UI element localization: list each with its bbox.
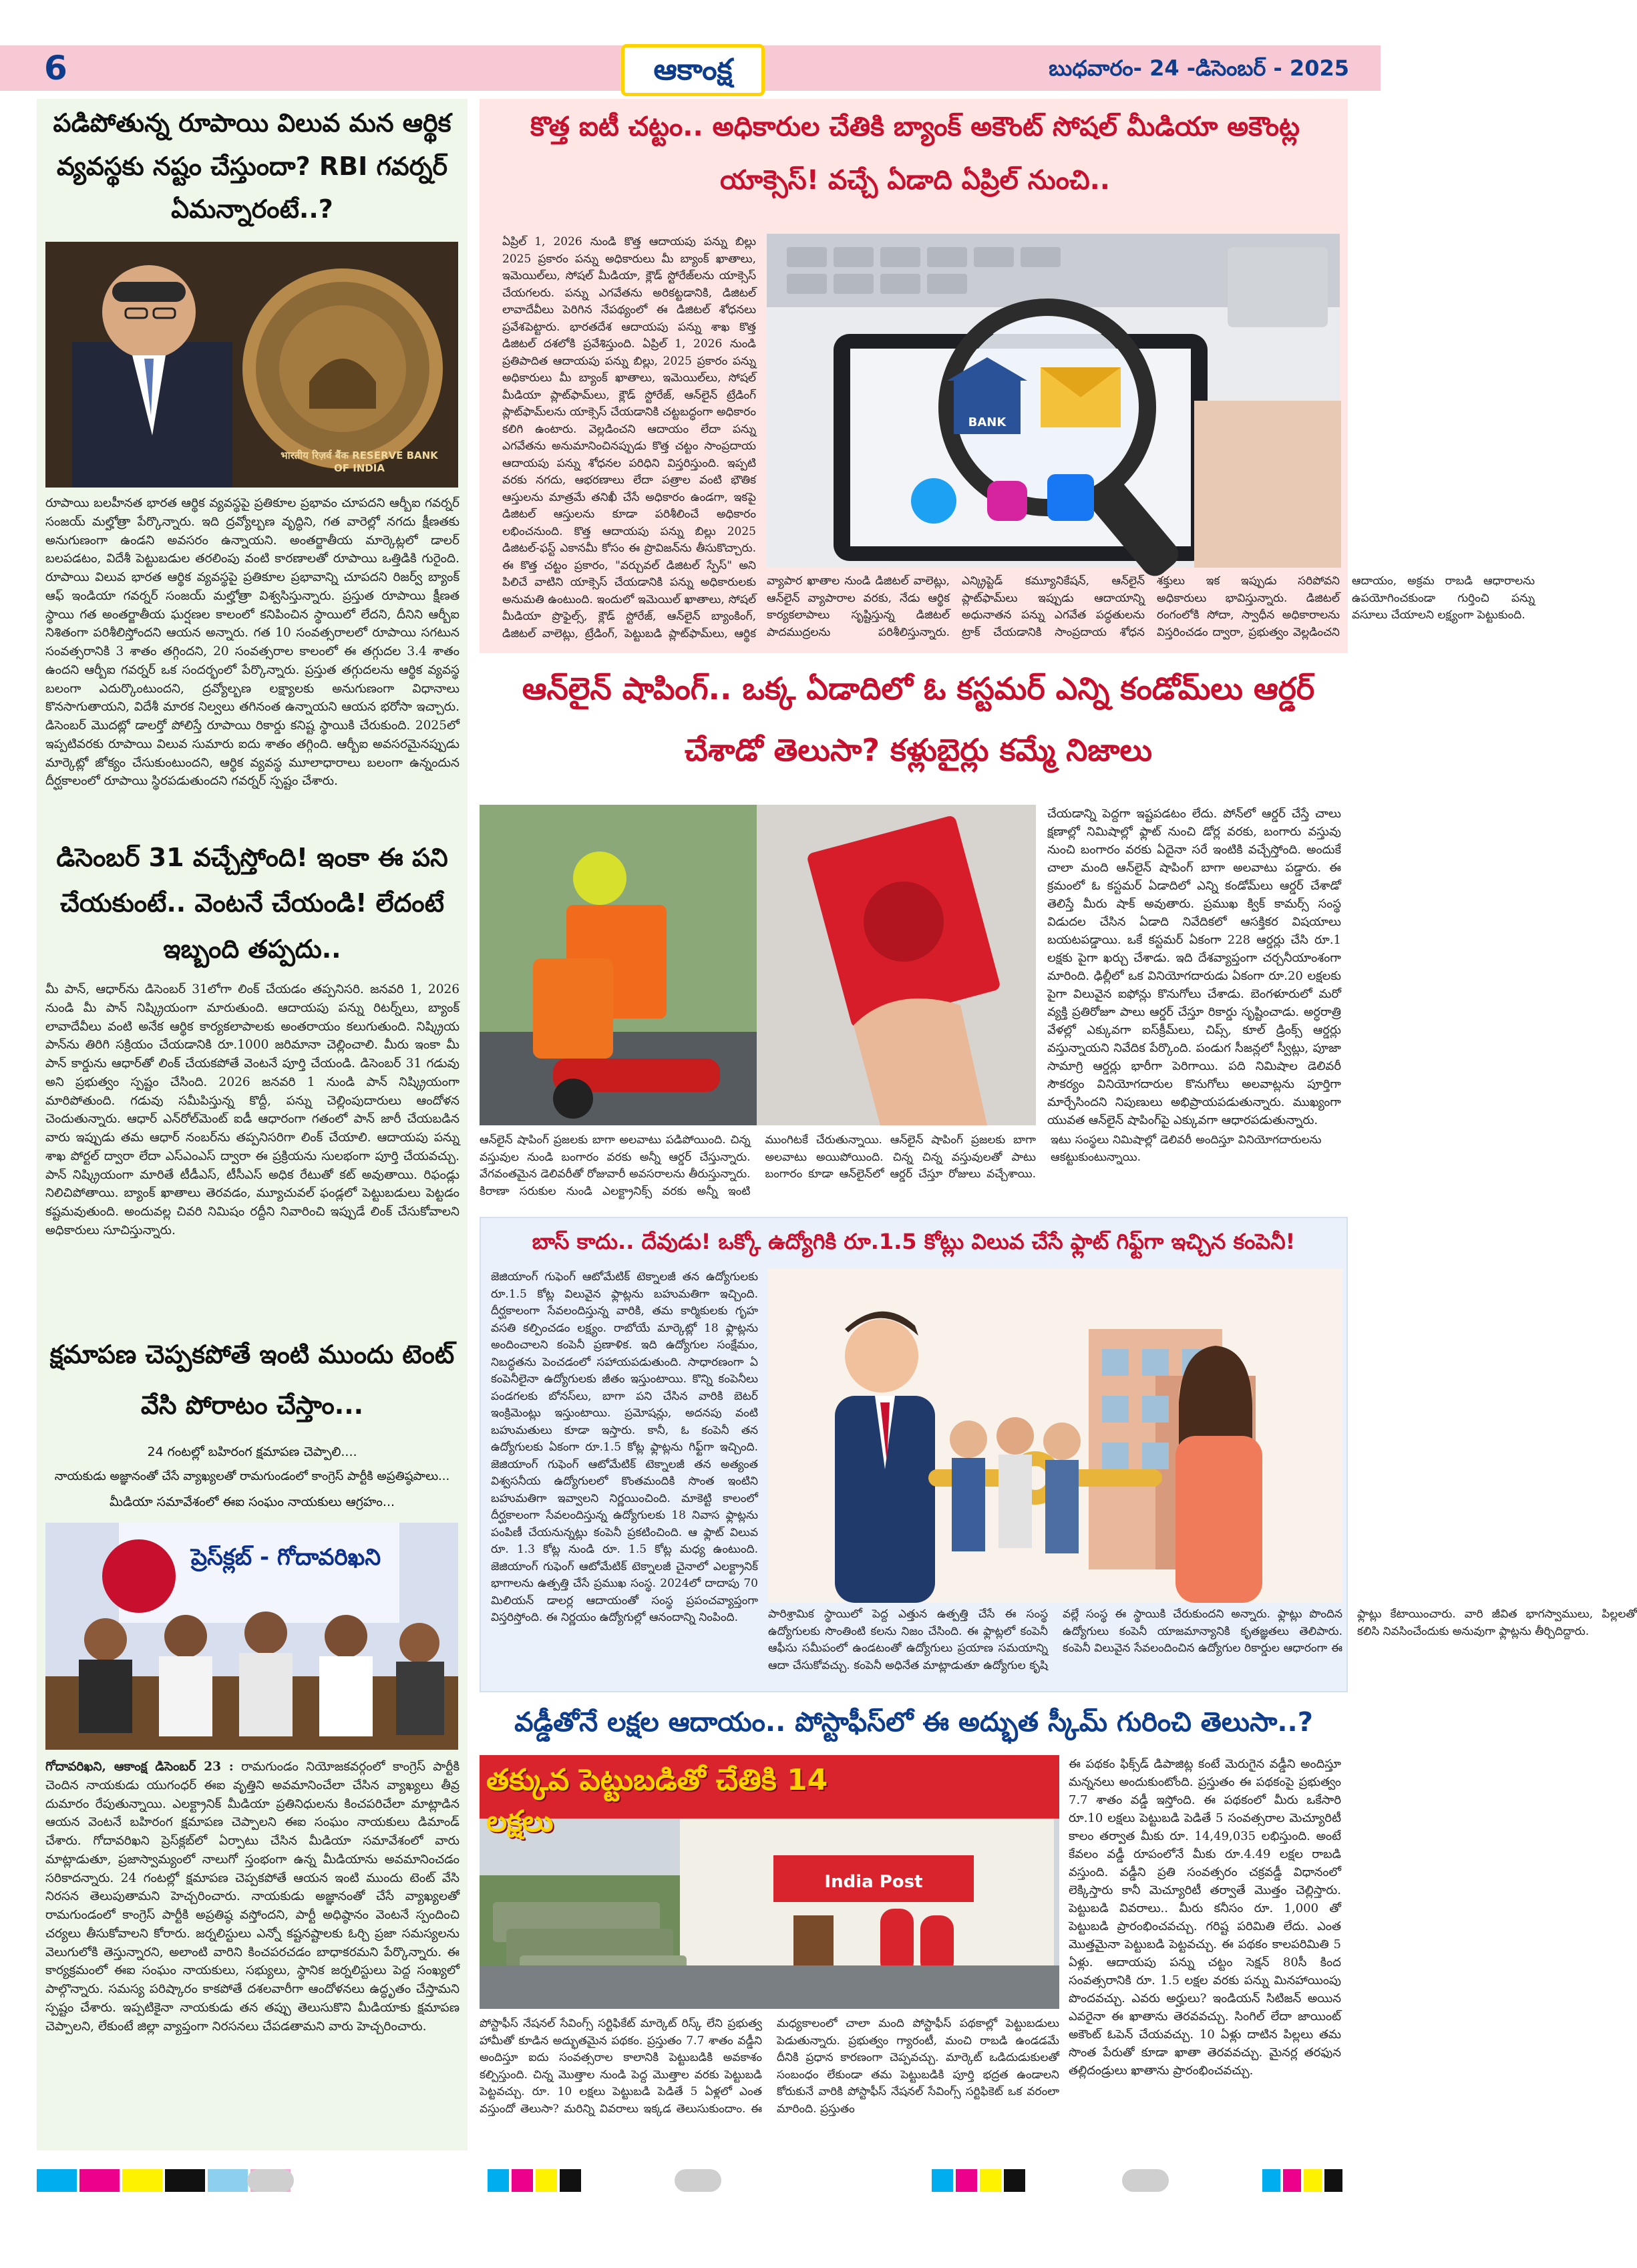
page-number: 6 — [44, 49, 67, 87]
registration-pill-3 — [1122, 2169, 1169, 2192]
magnifier-tablet-illustration — [767, 234, 1340, 568]
rupee-headline: పడిపోతున్న రూపాయి విలువ మన ఆర్థిక వ్యవస్థకు నష్టం చేస్తుందా? RBI గవర్నర్ ఏమన్నారంటే..? — [53, 108, 451, 224]
india-post-photo — [480, 1755, 1059, 2009]
color-registration-right — [932, 2169, 1025, 2192]
masthead-title: ఆకాంక్ష — [653, 53, 733, 87]
condom-body-right: చేయడాన్ని పెద్దగా ఇష్టపడటం లేదు. పోన్‌లో ఆర్డర్ చేస్తే చాలు క్షణాల్లో నిమిషాల్లో ఫ్లాట్ నుంచి డోర్ల వరకు, బంగారు వస్తువు నుంచి బంగారం వరకు ఏదైనా సరే ఇంటికి వచ్చేస్తోంది. అందుకే చాలా మంది ఆన్‌లైన్ షాపింగ్ బాగా అలవాటు పడ్డారు. ఈ క్రమంలో ఓ కస్టమర్ ఏడాదిలో ఎన్ని కండోమ్‌లు ఆర్డర్ చేశాడో తెలిస్తే మీరు షాక్ అవుతారు. ప్రముఖ క్విక్ కామర్స్ సంస్థ విడుదల చేసిన ఏడాది నివేదికలో ఆసక్తికర విషయాలు బయటపడ్డాయి. ఒకే కస్టమర్ ఏకంగా 228 ఆర్డర్లు చేసి రూ.1 లక్షకు పైగా ఖర్చు చేశాడు. ఇది దేశవ్యాప్తంగా చర్చనీయాంశంగా మారింది. ఢిల్లీలో ఒక వినియోగదారుడు ఏకంగా రూ.20 లక్షలకు పైగా విలువైన ఐఫోన్లు కొనుగోలు చేశాడు. బెంగళూరులో మరో వ్యక్తి ప్రతిరోజూ పాలు ఆర్డర్ చేస్తూ రికార్డు సృష్టించాడు. అర్ధరాత్రి వేళల్లో ఎక్కువగా ఐస్‌క్రీమ్‌లు, చిప్స్, కూల్ డ్రింక్స్ ఆర్డర్లు వస్తున్నాయని నివేదిక పేర్కొంది. పండుగ సీజన్లలో స్వీట్లు, పూజా సామాగ్రి ఆర్డర్లు భారీగా పెరిగాయి. పది నిమిషాల డెలివరీ సౌకర్యం వినియోగదారుల కొనుగోలు అలవాట్లను పూర్తిగా మార్చేసిందని నిపుణులు అభిప్రాయపడుతున్నారు. ముఖ్యంగా యువత ఆన్‌లైన్ షాపింగ్‌పై ఎక్కువగా ఆధారపడుతున్నారు. — [1047, 807, 1341, 1127]
it-act-headline: కొత్త ఐటీ చట్టం.. అధికారుల చేతికి బ్యాంక్ అకౌంట్ సోషల్ మీడియా అకౌంట్ల యాక్సెస్! వచ్చే ఏడాది ఏప్రిల్ నుంచి.. — [530, 112, 1300, 196]
post-office-body-bottom: పోస్టాఫీస్ నేషనల్ సేవింగ్స్ సర్టిఫికేట్ మార్కెట్ రిస్క్ లేని ప్రభుత్వ హామీతో కూడిన అద్భుతమైన పథకం. ప్రస్తుతం 7.7 శాతం వడ్డీని అందిస్తూ ఐదు సంవత్సరాల కాలానికి పెట్టుబడికి అవకాశం కల్పిస్తుంది. చిన్న మొత్తాల నుండి పెద్ద మొత్తాల వరకు పెట్టుబడి పెట్టవచ్చు. రూ. 10 లక్షలు పెట్టుబడి పెడితే 5 ఏళ్లలో ఎంత వస్తుందో తెలుసా? మరిన్ని వివరాలు ఇక్కడ తెలుసుకుందాం. ఈ మధ్యకాలంలో చాలా మంది పోస్టాఫీస్ పథకాల్లో పెట్టుబడులు పెడుతున్నారు. ప్రభుత్వం గ్యారంటీ, మంచి రాబడి ఉండడమే దీనికి ప్రధాన కారణంగా చెప్పవచ్చు. మార్కెట్ ఒడిదుడుకులతో సంబంధం లేకుండా తమ పెట్టుబడికి పూర్తి భద్రత ఉండాలని కోరుకునే వారికి పోస్టాఫీస్ నేషనల్ సేవింగ్స్ సర్టిఫికెట్ ఒక వరంలా మారింది. ప్రస్తుతం — [480, 2017, 1059, 2116]
india-post-label: India Post — [824, 1872, 923, 1892]
tent-subhead-1: 24 గంటల్లో బహిరంగ క్షమాపణ చెప్పాలి.... — [147, 1445, 357, 1459]
deadline-body: మీ పాన్, ఆధార్‌ను డిసెంబర్ 31లోగా లింక్ చేయడం తప్పనిసరి. జనవరి 1, 2026 నుండి మీ పాన్ నిష్క్రియంగా మారుతుంది. ఆదాయపు పన్ను రిటర్న్‌లు, బ్యాంక్ లావాదేవీలు వంటి అనేక ఆర్థిక కార్యకలాపాలకు అంతరాయం కలుగుతుంది. నిష్క్రియ పాన్‌ను తిరిగి సక్రియం చేయడానికి రూ.1000 జరిమానా చెల్లించాలి. మీరు ఇంకా మీ పాన్ కార్డును ఆధార్‌తో లింక్ చేయకపోతే వెంటనే పూర్తి చేయండి. డిసెంబర్ 31 గడువు అని ప్రభుత్వం స్పష్టం చేసింది. 2026 జనవరి 1 నుండి పాన్ నిష్క్రియంగా మారిపోతుంది. గడువు సమీపిస్తున్న కొద్దీ, పన్ను చెల్లింపుదారులు ఆందోళన చెందుతున్నారు. ఆధార్ ఎన్‌రోల్‌మెంట్ ఐడీ ఆధారంగా గతంలో పాన్ జారీ చేయబడిన వారు ఇప్పుడు తమ ఆధార్ నంబర్‌ను తప్పనిసరిగా లింక్ చేయాలి. ఆదాయపు పన్ను శాఖ పోర్టల్ ద్వారా లేదా ఎస్ఎంఎస్ ద్వారా ఈ ప్రక్రియను సులభంగా పూర్తి చేయవచ్చు. పాన్ నిష్క్రియంగా మారితే టీడీఎస్, టీసీఎస్ అధిక రేటుతో కట్ అవుతాయి. రిఫండ్లు నిలిచిపోతాయి. బ్యాంక్ ఖాతాలు తెరవడం, మ్యూచువల్ ఫండ్లలో పెట్టుబడులు పెట్టడం కష్టమవుతుంది. అందువల్ల చివరి నిమిషం రద్దీని నివారించి ఇప్పుడే లింక్ చేసుకోవాలని అధికారులు సూచిస్తున్నారు. — [45, 982, 460, 1238]
rbi-governor-photo — [45, 242, 458, 488]
tent-dateline: గోదావరిఖని, ఆకాంక్ష డిసెంబర్ 23 : — [45, 1760, 234, 1774]
post-office-body-right: ఈ పథకం ఫిక్స్‌డ్ డిపాజిట్ల కంటే మెరుగైన వడ్డీని అందిస్తూ మన్ననలు అందుకుంటోంది. ప్రస్తుతం ఈ పథకంపై ప్రభుత్వం 7.7 శాతం వడ్డీ ఇస్తోంది. ఈ పథకంలో మీరు ఒకేసారి రూ.10 లక్షలు పెట్టుబడి పెడితే 5 సంవత్సరాల మెచ్యూరిటీ కాలం తర్వాత మీకు రూ. 14,49,035 లభిస్తుంది. అంటే కేవలం వడ్డీ రూపంలోనే మీకు రూ.4.49 లక్షల రాబడి వస్తుంది. వడ్డీని ప్రతి సంవత్సరం చక్రవడ్డీ విధానంలో లెక్కిస్తారు కానీ మెచ్యూరిటీ తర్వాతే మొత్తం చెల్లిస్తారు. పెట్టుబడి వివరాలు.. మీరు కనీసం రూ. 1,000 తో పెట్టుబడి ప్రారంభించవచ్చు. గరిష్ట పరిమితి లేదు. ఎంత మొత్తమైనా పెట్టుబడి పెట్టవచ్చు. ఈ పథకం కాలపరిమితి 5 ఏళ్లు. ఆదాయపు పన్ను చట్టం సెక్షన్ 80సీ కింద సంవత్సరానికి రూ. 1.5 లక్షల వరకు పన్ను మినహాయింపు పొందవచ్చు. ఎవరు అర్హులు? ఇండియన్ సిటిజన్ అయిన ఎవరైనా ఈ ఖాతాను తెరవవచ్చు. సింగిల్ లేదా జాయింట్ అకౌంట్ ఓపెన్ చేయవచ్చు. 10 ఏళ్లు దాటిన పిల్లలు తమ సొంత పేరుతో కూడా ఖాతా తెరవవచ్చు. మైనర్ల తరఫున తల్లిదండ్రులు ఖాతాను ప్రారంభించవచ్చు. — [1069, 1757, 1341, 2078]
registration-pill-1 — [247, 2169, 294, 2192]
tent-subhead-3: మీడియా సమావేశంలో ఈఐ సంఘం నాయకులు ఆగ్రహం... — [109, 1495, 395, 1509]
color-registration-far-right — [1262, 2169, 1342, 2192]
post-office-image-caption: తక్కువ పెట్టుబడితో చేతికి 14 లక్షలు — [486, 1763, 828, 1839]
registration-pill-2 — [675, 2169, 721, 2192]
flat-handover-photo — [768, 1269, 1342, 1603]
it-act-body-left: ఏప్రిల్ 1, 2026 నుండి కొత్త ఆదాయపు పన్ను బిల్లు 2025 ప్రకారం పన్ను అధికారులు మీ బ్యాంక్ ఖాతాలు, ఇమెయిల్‌లు, సోషల్ మీడియా, క్లౌడ్ స్టోరేజ్‌లను యాక్సెస్ చేయగలరు. పన్ను ఎగవేతను అరికట్టడానికి, డిజిటల్ లావాదేవీలు పెరిగిన నేపథ్యంలో ఈ డిజిటల్ శోధనలు ప్రవేశపెట్టారు. భారతదేశ ఆదాయపు పన్ను శాఖ కొత్త డిజిటల్ దశలోకి ప్రవేశిస్తుంది. ఏప్రిల్ 1, 2026 నుండి ప్రతిపాదిత ఆదాయపు పన్ను బిల్లు, 2025 ప్రకారం పన్ను అధికారులు మీ బ్యాంక్ ఖాతాలు, ఇమెయిల్‌లు, సోషల్ మీడియా ప్లాట్‌ఫామ్‌లు, క్లౌడ్ స్టోరేజ్, ఆన్‌లైన్ ట్రేడింగ్ ప్లాట్‌ఫామ్‌లను యాక్సెస్ చేయడానికి చట్టబద్ధంగా అధికారం కలిగి ఉంటారు. వెల్లడించని ఆదాయం లేదా పన్ను ఎగవేతను అనుమానించినప్పుడు కొత్త చట్టం సాంప్రదాయ ఆదాయపు పన్ను శోధనల పరిధిని విస్తరిస్తుంది. ఇప్పటి వరకు నగదు, ఆభరణాలు లేదా పత్రాల వంటి భౌతిక ఆస్తులను మాత్రమే తనిఖీ చేసే అధికారం ఉండగా, ఇకపై డిజిటల్ ఆస్తులను కూడా పరిశీలించే అధికారం లభించనుంది. కొత్త ఆదాయపు పన్ను బిల్లు 2025 డిజిటల్-ఫస్ట్ ఎకానమీ కోసం ఈ ప్రొవిజన్‌ను తీసుకొచ్చారు. ఈ కొత్త చట్టం ప్రకారం, "వర్చువల్ డిజిటల్ స్పేస్" అని పిలిచే వాటిని యాక్సెస్ చేయడానికి పన్ను అధికారులకు అనుమతి ఉంటుంది. ఇందులో ఇమెయిల్ ఖాతాలు, సోషల్ మీడియా ప్రొఫైల్స్, క్లౌడ్ స్టోరేజ్, ఆన్‌లైన్ బ్యాంకింగ్, డిజిటల్ వాలెట్లు, ట్రేడింగ్, పెట్టుబడి ప్లాట్‌ఫామ్‌లు, ఆర్థిక — [502, 235, 756, 640]
key-handover-illustration — [768, 1269, 1342, 1603]
delivery-condom-illustration — [480, 805, 1036, 1125]
press-club-banner: ప్రెస్‌క్లబ్ - గోదావరిఖని — [190, 1544, 381, 1571]
post-office-headline: వడ్డీతోనే లక్షల ఆదాయం.. పోస్టాఫీస్‌లో ఈ అద్భుత స్కీమ్ గురించి తెలుసా..? — [514, 1707, 1313, 1738]
it-act-photo — [767, 234, 1340, 568]
tent-headline: క్షమాపణ చెప్పకపోతే ఇంటి ముందు టెంట్ వేసి పోరాటం చేస్తాం... — [49, 1340, 455, 1420]
color-registration-center — [488, 2169, 581, 2192]
condom-headline: ఆన్‌లైన్ షాపింగ్.. ఒక్క ఏడాదిలో ఓ కస్టమర్ ఎన్ని కండోమ్‌లు ఆర్డర్ చేశాడో తెలుసా? కళ్లుబైర్లు కమ్మే నిజాలు — [522, 671, 1315, 768]
flat-headline: బాస్ కాదు.. దేవుడు! ఒక్కో ఉద్యోగికి రూ.1.5 కోట్లు విలువ చేసే ఫ్లాట్ గిఫ్ట్‌గా ఇచ్చిన కంపెనీ! — [532, 1229, 1296, 1254]
tent-body-text: రామగుండం నియోజకవర్గంలో కాంగ్రెస్ పార్టీకి చెందిన నాయకుడు యుగంధర్ ఈఐ వృత్తిని అవమానించేలా చేసిన వ్యాఖ్యలు తీవ్ర దుమారం రేపుతున్నాయి. ఎలక్ట్రానిక్ మీడియా ప్రతినిధులను కించపరిచేలా మాట్లాడిన ఆయన వెంటనే బహిరంగ క్షమాపణ చెప్పాలని ఈఐ సంఘం నాయకులు డిమాండ్ చేశారు. గోదావరిఖని ప్రెస్‌క్లబ్‌లో ఏర్పాటు చేసిన మీడియా సమావేశంలో వారు మాట్లాడుతూ, ప్రజాస్వామ్యంలో నాలుగో స్తంభంగా ఉన్న మీడియాను అవమానించడం సరికాదన్నారు. 24 గంటల్లో క్షమాపణ చెప్పకపోతే ఆయన ఇంటి ముందు టెంట్ వేసి నిరసన తెలుపుతామని హెచ్చరించారు. నాయకుడు అజ్ఞానంతో చేసే వ్యాఖ్యలతో రామగుండంలో కాంగ్రెస్ పార్టీకి అప్రతిష్ఠ వస్తోందని, పార్టీ అధిష్ఠానం వెంటనే స్పందించి చర్యలు తీసుకోవాలని కోరారు. జర్నలిస్టులు ఎన్నో కష్టనష్టాలకు ఓర్చి ప్రజా సమస్యలను వెలుగులోకి తెస్తున్నారని, అలాంటి వారిని కించపరచడం బాధాకరమని పేర్కొన్నారు. ఈ కార్యక్రమంలో ఈఐ సంఘం నాయకులు, సభ్యులు, స్థానిక జర్నలిస్టులు పెద్ద సంఖ్యలో పాల్గొన్నారు. సమస్య పరిష్కారం కాకపోతే దశలవారీగా ఆందోళనలు ఉద్ధృతం చేస్తామని స్పష్టం చేశారు. ఇప్పటికైనా నాయకుడు తన తప్పు తెలుసుకొని మీడియాకు క్షమాపణ చెప్పాలని, లేకుంటే జిల్లా వ్యాప్తంగా నిరసనలు చేపడతామని వారు హెచ్చరించారు. — [45, 1760, 460, 2034]
deadline-headline: డిసెంబర్ 31 వచ్చేస్తోంది! ఇంకా ఈ పని చేయకుంటే.. వెంటనే చేయండి! లేదంటే ఇబ్బంది తప్పదు.. — [56, 843, 448, 964]
tent-body — [45, 1758, 460, 2148]
flat-body-left: జెజియాంగ్ గుఫెంగ్ ఆటోమేటిక్ టెక్నాలజీ తన ఉద్యోగులకు రూ.1.5 కోట్ల విలువైన ఫ్లాట్లను బహుమతిగా ఇచ్చింది. దీర్ఘకాలంగా సేవలందిస్తున్న వారికి, తమ కార్మికులకు గృహ వసతి కల్పించడం లక్ష్యం. రాబోయే మార్కెట్లో 18 ఫ్లాట్లను అందించాలని కంపెనీ ప్రణాళిక. ఇది ఉద్యోగుల సంక్షేమం, నిబద్ధతను పెంచడంలో సహాయపడుతుంది. సాధారణంగా ఏ కంపెనీలైనా ఉద్యోగులకు జీతం ఇస్తుంటాయి. కొన్ని కంపెనీలు పండగలకు బోనస్‌లు, బాగా పని చేసిన వారికి బెటర్ ఇంక్రిమెంట్లు ఇస్తుంటాయి. ప్రమోషన్లు, అదనపు వంటి బహుమతులు కూడా ఇస్తారు. కానీ, ఓ కంపెనీ తన ఉద్యోగులకు ఏకంగా రూ.1.5 కోట్ల ఫ్లాట్లను గిఫ్ట్‌గా ఇచ్చింది. జెజియాంగ్ గుఫెంగ్ ఆటోమేటిక్ టెక్నాలజీ తన అత్యంత విశ్వసనీయ ఉద్యోగులలో కొంతమందికి సొంత ఇంటిని బహుమతిగా ఇవ్వాలని నిర్ణయించింది. మాకెట్టి కాలంలో దీర్ఘకాలంగా సేవలందిస్తున్న ఉద్యోగులకు 18 నివాస ఫ్లాట్లను పంపిణీ చేయనున్నట్లు కంపెనీ ప్రకటించింది. ఆ ఫ్లాట్ విలువ రూ. 1.3 కోట్ల నుండి రూ. 1.5 కోట్ల మధ్య ఉంటుంది. జెజియాంగ్ గుఫెంగ్ ఆటోమేటిక్ టెక్నాలజీ చైనాలో ఎలక్ట్రానిక్ భాగాలను ఉత్పత్తి చేసే ప్రముఖ సంస్థ. 2024లో దాదాపు 70 మిలియన్ డాలర్ల ఆదాయంతో సంస్థ ప్రపంచవ్యాప్తంగా విస్తరిస్తోంది. ఈ నిర్ణయం ఉద్యోగుల్లో ఆనందాన్ని నింపింది. — [491, 1270, 758, 1624]
it-act-body-bottom: వ్యాపార ఖాతాల నుండి డిజిటల్ వాలెట్లు, ఆన్‌లైన్ వ్యాపారాల వరకు, నేడు ఆర్థిక కార్యకలాపాలు సృష్టిస్తున్న డిజిటల్ పాదముద్రలను పరిశీలిస్తున్నారు. ఎన్క్రిప్టెడ్ కమ్యూనికేషన్, ఆన్‌లైన్ ప్లాట్‌ఫామ్‌లు ఇప్పుడు ఆదాయాన్ని అధునాతన పన్ను ఎగవేత పద్ధతులను ట్రాక్ చేయడానికి సాంప్రదాయ శోధన శక్తులు ఇక ఇప్పుడు సరిపోవని అధికారులు భావిస్తున్నారు. డిజిటల్ రంగంలోకి సోదా, స్వాధీన అధికారాలను విస్తరించడం ద్వారా, ప్రభుత్వం వెల్లడించని ఆదాయం, అక్రమ రాబడి ఆధారాలను ఉపయోగించకుండా గుర్తించి పన్ను వసూలు చేయాలని లక్ష్యంగా పెట్టుకుంది. — [767, 574, 1535, 639]
tent-subhead-2: నాయకుడు అజ్ఞానంతో చేసే వ్యాఖ్యలతో రామగుండంలో కాంగ్రెస్ పార్టీకి అప్రతిష్ఠపాలు... — [54, 1469, 450, 1483]
flat-body-bottom: పారిశ్రామిక స్థాయిలో పెద్ద ఎత్తున ఉత్పత్తి చేసే ఈ సంస్థ ఉద్యోగులకు సొంతింటి కలను నిజం చేసింది. ఈ ఫ్లాట్లలో కంపెనీ ఆఫీసు సమీపంలో ఉండటంతో ఉద్యోగులు ప్రయాణ సమయాన్ని ఆదా చేసుకోవచ్చు. కంపెనీ అధినేత మాట్లాడుతూ ఉద్యోగుల కృషి వల్లే సంస్థ ఈ స్థాయికి చేరుకుందని అన్నారు. ఫ్లాట్లు పొందిన ఉద్యోగులు కంపెనీ యాజమాన్యానికి కృతజ్ఞతలు తెలిపారు. కంపెనీ విలువైన సేవలందించిన ఉద్యోగుల రికార్డుల ఆధారంగా ఈ ఫ్లాట్లు కేటాయించారు. వారి జీవిత భాగస్వాములు, పిల్లలతో కలిసి నివసించేందుకు అనువుగా ఫ్లాట్లను తీర్చిదిద్దారు. — [768, 1608, 1637, 1672]
issue-date: బుధవారం- 24 -డిసెంబర్ - 2025 — [1049, 55, 1349, 81]
delivery-photo — [480, 805, 1036, 1125]
condom-body-bottom: ఆన్‌లైన్ షాపింగ్ ప్రజలకు బాగా అలవాటు పడిపోయింది. చిన్న వస్తువుల నుండి బంగారం వరకు అన్నీ ఆర్డర్ చేస్తున్నారు. వేగవంతమైన డెలివరీతో రోజువారీ అవసరాలను తీరుస్తున్నారు. కిరాణా సరుకుల నుండి ఎలక్ట్రానిక్స్ వరకు అన్నీ ఇంటి ముంగిటకే చేరుతున్నాయి. ఆన్‌లైన్ షాపింగ్ ప్రజలకు బాగా అలవాటు అయిపోయింది. చిన్న చిన్న వస్తువులతో పాటు బంగారం కూడా ఆన్‌లైన్‌లో ఆర్డర్ చేస్తూ రోజులు వచ్చేశాయి. ఇటు సంస్థలు నిమిషాల్లో డెలివరీ అందిస్తూ వినియోగదారులను ఆకట్టుకుంటున్నాయి. — [480, 1133, 1322, 1198]
bank-label: BANK — [968, 415, 1007, 429]
rbi-seal-text: भारतीय रिज़र्व बैंक RESERVE BANK OF INDIA — [281, 449, 438, 474]
rupee-body: రూపాయి బలహీనత భారత ఆర్థిక వ్యవస్థపై ప్రతికూల ప్రభావం చూపదని ఆర్బీఐ గవర్నర్ సంజయ్ మల్హోత్రా పేర్కొన్నారు. ఇది ద్రవ్యోల్బణ వృద్ధిని, గత వారెల్లో నగదు క్షీణతకు అనుగుణంగా ఉండని అవసరం ఉన్నాయని. అంతర్జాతీయ మార్కెట్లలో డాలర్ బలపడటం, విదేశీ పెట్టుబడుల తరలింపు వంటి కారణాలతో రూపాయి ఒత్తిడికి గురైంది. రూపాయి విలువ భారత ఆర్థిక వ్యవస్థపై ప్రతికూల ప్రభావాన్ని చూపదని రిజర్వ్ బ్యాంక్ ఆఫ్ ఇండియా గవర్నర్ సంజయ్ మల్హోత్రా విశ్వసిస్తున్నారు. ప్రస్తుత రూపాయి క్షీణత స్థాయి గత అంతర్జాతీయ ఘర్షణల కాలంలో కనిపించిన స్థాయిలో లేదని, దీనిని ఆర్బీఐ నిశితంగా పరిశీలిస్తోందని ఆయన అన్నారు. గత 10 సంవత్సరాలలో రూపాయి సగటున సంవత్సరానికి 3 శాతం తగ్గిందని, 20 సంవత్సరాల కాలంలో ఈ తగ్గుదల 3.4 శాతం ఉందని ఆర్బీఐ గవర్నర్ ఒక సందర్భంలో పేర్కొన్నారు. ప్రస్తుత తగ్గుదలను ఆర్థిక వ్యవస్థ బలంగా ఎదుర్కొంటుందని, ద్రవ్యోల్బణ లక్ష్యాలకు అనుగుణంగా విధానాలు కొనసాగుతాయని, విదేశీ మారక నిల్వలు తగినంత ఉన్నాయని ఆయన భరోసా ఇచ్చారు. డిసెంబర్ మొదట్లో డాలర్తో పోలిస్తే రూపాయి రికార్డు కనిష్ట స్థాయికి చేరుకుంది. 2025లో ఇప్పటివరకు రూపాయి విలువ సుమారు ఐదు శాతం తగ్గింది. ఆర్బీఐ అవసరమైనప్పుడు మార్కెట్లో జోక్యం చేసుకుంటుందని, ఆర్థిక వ్యవస్థ మూలాధారాలు బలంగా ఉన్నందున దీర్ఘకాలంలో రూపాయి స్థిరపడుతుందని గవర్నర్ స్పష్టం చేశారు. — [45, 496, 460, 789]
press-meet-photo — [45, 1523, 458, 1750]
